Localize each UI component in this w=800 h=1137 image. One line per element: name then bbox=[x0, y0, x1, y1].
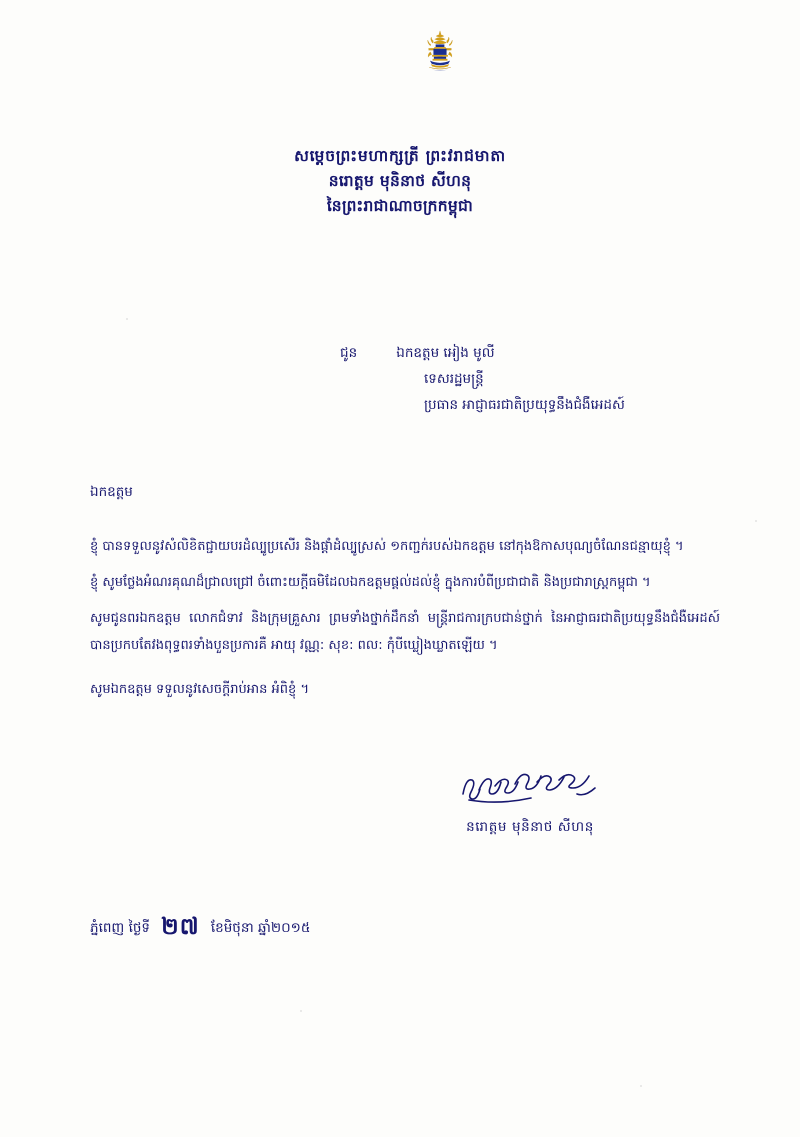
royal-title-line-1: សម្តេចព្រះមហាក្សត្រី ព្រះវរាជមាតា bbox=[294, 147, 506, 165]
paper-speckle bbox=[755, 520, 757, 522]
body-paragraph-3: សូមជូនពរឯកឧត្តម លោកជំទាវ និងក្រុមគ្រួសារ ព្រមទាំងថ្នាក់ដឹកនាំ មន្ត្រីរាជការក្របជាន់ថ្នាក់ នៃអាជ្ញាធរជាតិប្រយុទ្ធនឹងជំងឺអេដស៍ បានប្រកបតែវងពុទ្ធពរទាំងបួនប្រការគឺ អាយុ វណ្ណ: សុខ: ពល: កុំបីឃ្លៀងឃ្លាតឡើយ ។ bbox=[90, 611, 720, 653]
body-paragraph-4: សូមឯកឧត្តម ទទួលនូវសេចក្តីរាប់អាន អំពិខ្ញុំ ។ bbox=[90, 682, 310, 697]
addressee-name-row bbox=[340, 340, 760, 366]
royal-title-line-3: នៃព្រះរាជាណាចក្រកម្ពុជា bbox=[326, 197, 474, 215]
dateline-month-year: ខែមិថុនា ឆ្នាំ២០១៥ bbox=[210, 920, 311, 936]
salutation: ឯកឧត្តម bbox=[90, 484, 133, 500]
royal-title-line-2: នរោត្តម មុនិនាថ សីហនុ bbox=[328, 172, 472, 190]
dateline-place: ភ្នំពេញ ថ្ងៃទី bbox=[90, 920, 150, 936]
paper-speckle bbox=[640, 1085, 642, 1087]
addressee-to-label: ជូន bbox=[340, 345, 358, 361]
body-paragraph-2: ខ្ញុំ សូមថ្លែងអំណរគុណដ៏ជ្រាលជ្រៅ ចំពោះយក្តីធមិដែលឯកឧត្តមផ្តល់ដល់ខ្ញុំ ក្នុងការបំពីប្រជាជាតិ និងប្រជារាស្ត្រកម្ពុជា ។ bbox=[90, 575, 651, 590]
paper-speckle bbox=[126, 318, 128, 320]
addressee-title: ទេសរដ្ឋមន្ត្រី bbox=[424, 371, 484, 387]
handwritten-signature-icon bbox=[380, 764, 680, 806]
royal-title-block bbox=[0, 144, 800, 219]
emblem-container bbox=[0, 30, 800, 130]
signatory-name: នរោត្តម មុនិនាថ សីហនុ bbox=[466, 819, 594, 835]
signature-block bbox=[380, 764, 680, 838]
addressee-name: ឯកឧត្តម អៀង មូលី bbox=[396, 345, 495, 361]
paper-speckle bbox=[300, 1010, 302, 1012]
dateline-day: ២៧ bbox=[161, 914, 200, 940]
letter-body bbox=[90, 533, 720, 712]
dateline bbox=[90, 913, 310, 946]
royal-crest-icon bbox=[365, 30, 435, 126]
body-paragraph-1: ខ្ញុំ បានទទួលនូវសំលិខិតជ្ជាយបរដំល្បូប្រសើរ និងផ្តាំដំល្បូស្រស់ ១កញ្ជក់របស់ឯកឧត្តម នៅកុងឱកាសបុណ្យចំណែនជន្មាយុខ្ញុំ ។ bbox=[90, 539, 684, 554]
addressee-block bbox=[340, 340, 760, 418]
addressee-position: ប្រធាន អាជ្ញាធរជាតិប្រយុទ្ធនឹងជំងឺអេដស៍ bbox=[424, 397, 625, 413]
